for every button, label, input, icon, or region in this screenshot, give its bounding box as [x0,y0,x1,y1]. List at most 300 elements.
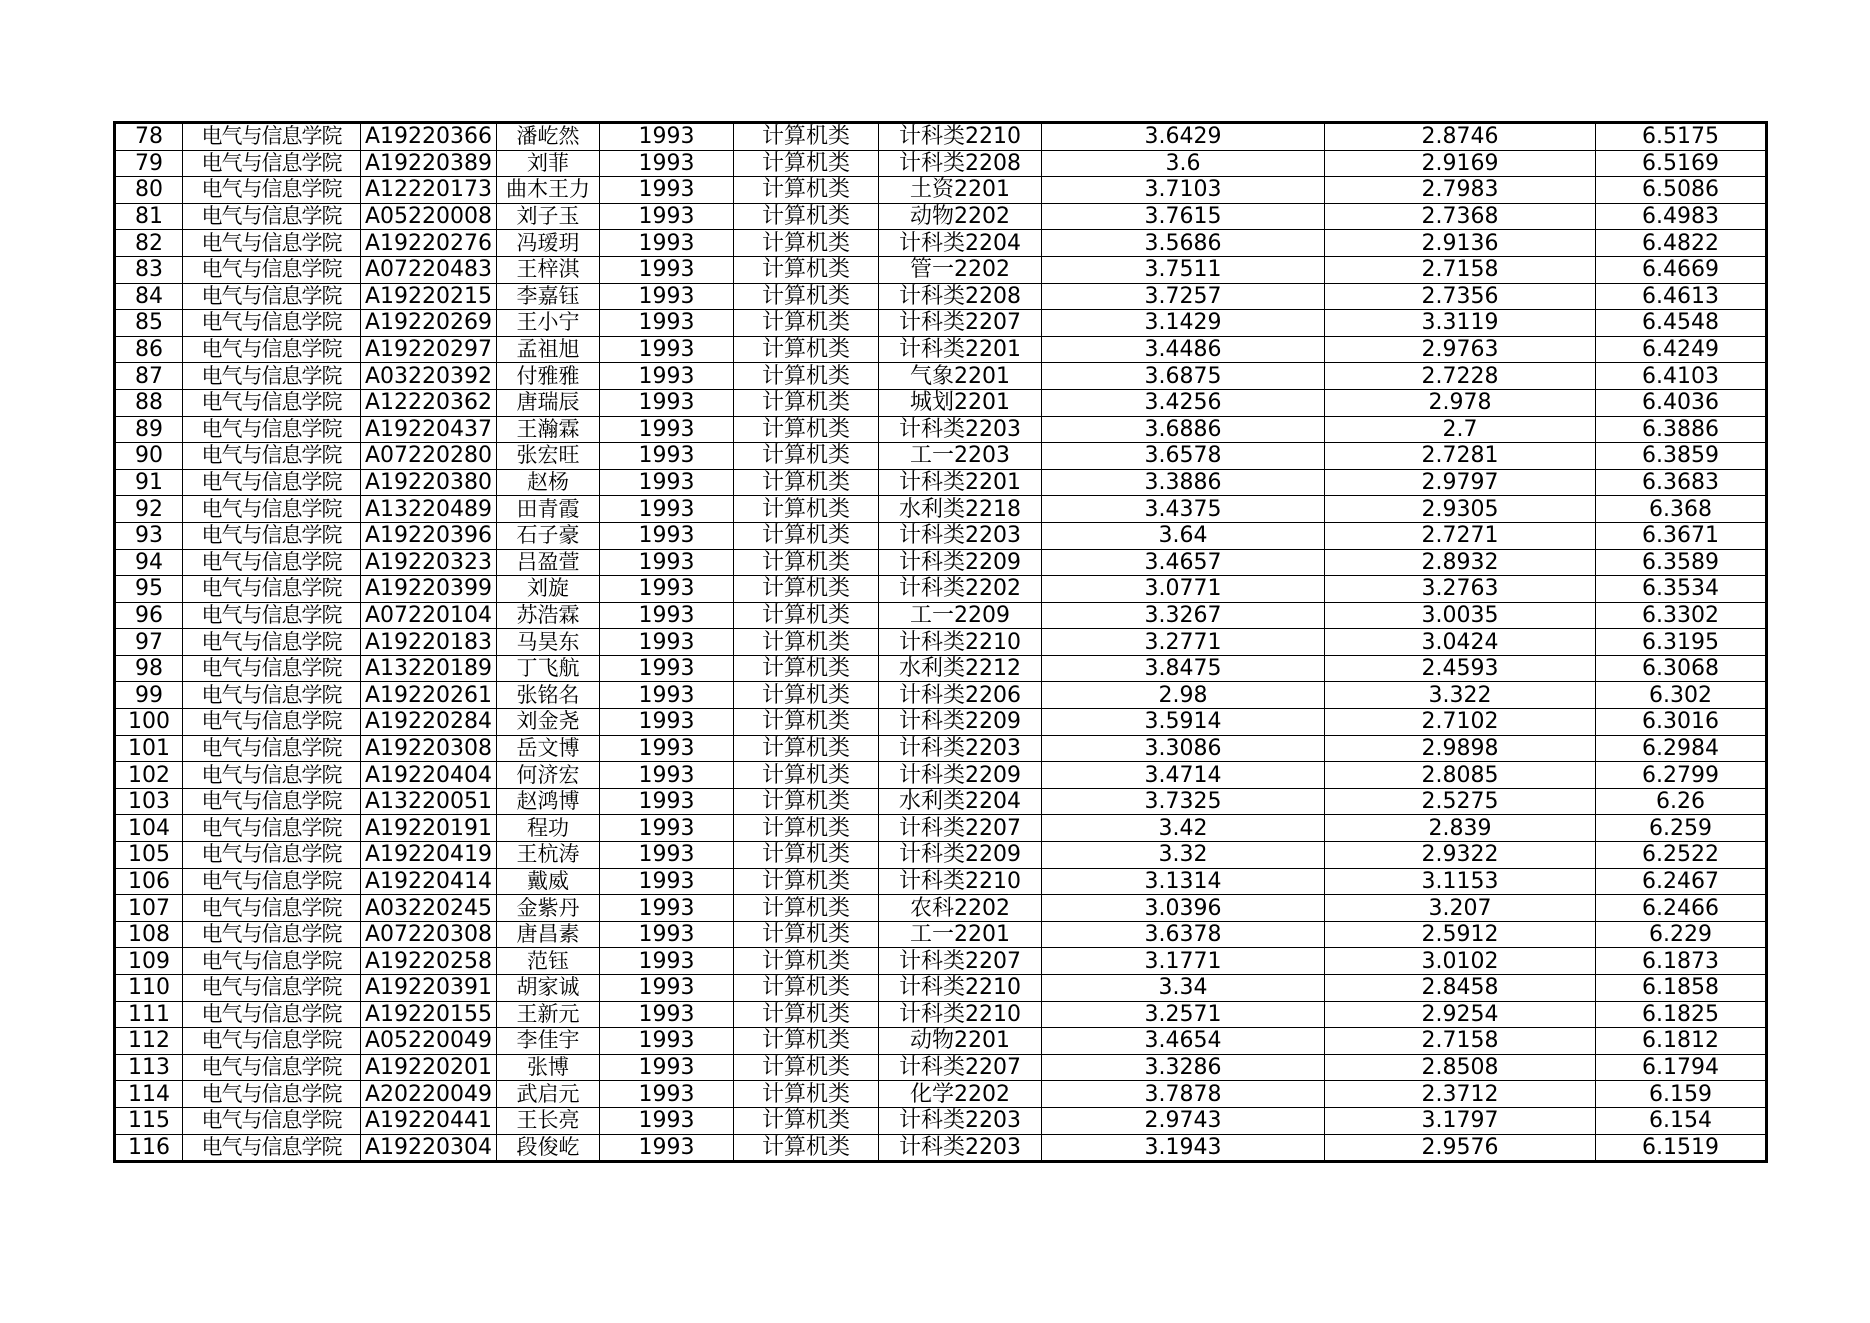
student-id-cell: A19220323 [361,549,497,576]
total-score-cell: 6.3671 [1596,522,1767,549]
score-b-cell: 2.9797 [1325,469,1596,496]
score-b-cell: 2.9576 [1325,1134,1596,1162]
table-row [115,1134,1767,1162]
school-cell: 电气与信息学院 [183,522,361,549]
category-cell: 计算机类 [734,416,879,443]
total-score-cell: 6.5175 [1596,123,1767,151]
class-cell: 计科类2201 [879,336,1042,363]
name-cell: 唐瑞辰 [497,389,600,416]
rank-cell: 97 [115,629,183,656]
code-cell: 1993 [600,496,734,523]
total-score-cell: 6.1825 [1596,1001,1767,1028]
name-cell: 刘金尧 [497,709,600,736]
class-cell: 计科类2207 [879,815,1042,842]
score-a-cell: 3.2571 [1042,1001,1325,1028]
score-a-cell: 3.7103 [1042,177,1325,204]
category-cell: 计算机类 [734,443,879,470]
table-row [115,336,1767,363]
score-b-cell: 2.978 [1325,389,1596,416]
student-id-cell: A13220189 [361,655,497,682]
class-cell: 气象2201 [879,363,1042,390]
score-a-cell: 3.6875 [1042,363,1325,390]
total-score-cell: 6.154 [1596,1107,1767,1134]
score-a-cell: 3.5686 [1042,230,1325,257]
score-b-cell: 3.1797 [1325,1107,1596,1134]
total-score-cell: 6.3683 [1596,469,1767,496]
score-b-cell: 3.0035 [1325,602,1596,629]
school-cell: 电气与信息学院 [183,602,361,629]
rank-cell: 99 [115,682,183,709]
class-cell: 计科类2207 [879,948,1042,975]
category-cell: 计算机类 [734,389,879,416]
class-cell: 计科类2209 [879,709,1042,736]
table-row [115,389,1767,416]
table-row [115,895,1767,922]
table-row [115,602,1767,629]
student-id-cell: A19220155 [361,1001,497,1028]
table-row [115,682,1767,709]
table-row [115,310,1767,337]
score-a-cell: 3.3086 [1042,735,1325,762]
name-cell: 何济宏 [497,762,600,789]
student-id-cell: A19220258 [361,948,497,975]
category-cell: 计算机类 [734,230,879,257]
score-b-cell: 2.8085 [1325,762,1596,789]
rank-cell: 93 [115,522,183,549]
code-cell: 1993 [600,842,734,869]
school-cell: 电气与信息学院 [183,416,361,443]
table-row [115,921,1767,948]
score-a-cell: 3.7615 [1042,203,1325,230]
student-id-cell: A19220304 [361,1134,497,1162]
name-cell: 付雅雅 [497,363,600,390]
category-cell: 计算机类 [734,1134,879,1162]
score-b-cell: 3.0102 [1325,948,1596,975]
score-b-cell: 2.4593 [1325,655,1596,682]
table-row [115,735,1767,762]
table-row [115,1028,1767,1055]
score-a-cell: 3.1771 [1042,948,1325,975]
school-cell: 电气与信息学院 [183,469,361,496]
student-id-cell: A19220441 [361,1107,497,1134]
name-cell: 王梓淇 [497,256,600,283]
score-a-cell: 3.4486 [1042,336,1325,363]
name-cell: 王长亮 [497,1107,600,1134]
total-score-cell: 6.2984 [1596,735,1767,762]
total-score-cell: 6.2799 [1596,762,1767,789]
rank-cell: 78 [115,123,183,151]
category-cell: 计算机类 [734,709,879,736]
score-b-cell: 2.5275 [1325,788,1596,815]
score-b-cell: 2.7158 [1325,256,1596,283]
total-score-cell: 6.3302 [1596,602,1767,629]
student-id-cell: A05220049 [361,1028,497,1055]
table-row [115,256,1767,283]
name-cell: 张铭名 [497,682,600,709]
name-cell: 范钰 [497,948,600,975]
class-cell: 计科类2204 [879,230,1042,257]
category-cell: 计算机类 [734,1054,879,1081]
rank-cell: 94 [115,549,183,576]
student-id-cell: A03220392 [361,363,497,390]
class-cell: 计科类2210 [879,123,1042,151]
student-id-cell: A19220284 [361,709,497,736]
total-score-cell: 6.4822 [1596,230,1767,257]
code-cell: 1993 [600,230,734,257]
rank-cell: 80 [115,177,183,204]
rank-cell: 106 [115,868,183,895]
school-cell: 电气与信息学院 [183,1054,361,1081]
table-row [115,283,1767,310]
category-cell: 计算机类 [734,735,879,762]
rank-cell: 116 [115,1134,183,1162]
class-cell: 水利类2218 [879,496,1042,523]
class-cell: 计科类2210 [879,975,1042,1002]
name-cell: 赵鸿博 [497,788,600,815]
total-score-cell: 6.4548 [1596,310,1767,337]
student-id-cell: A19220215 [361,283,497,310]
total-score-cell: 6.1812 [1596,1028,1767,1055]
rank-cell: 108 [115,921,183,948]
class-cell: 计科类2206 [879,682,1042,709]
school-cell: 电气与信息学院 [183,842,361,869]
student-id-cell: A12220362 [361,389,497,416]
school-cell: 电气与信息学院 [183,389,361,416]
table-row [115,709,1767,736]
category-cell: 计算机类 [734,256,879,283]
table-row [115,363,1767,390]
score-a-cell: 3.7325 [1042,788,1325,815]
school-cell: 电气与信息学院 [183,709,361,736]
score-b-cell: 2.9254 [1325,1001,1596,1028]
score-a-cell: 3.64 [1042,522,1325,549]
score-b-cell: 2.9898 [1325,735,1596,762]
code-cell: 1993 [600,735,734,762]
code-cell: 1993 [600,177,734,204]
class-cell: 水利类2212 [879,655,1042,682]
score-b-cell: 2.8458 [1325,975,1596,1002]
score-a-cell: 3.7878 [1042,1081,1325,1108]
code-cell: 1993 [600,629,734,656]
rank-cell: 100 [115,709,183,736]
school-cell: 电气与信息学院 [183,443,361,470]
school-cell: 电气与信息学院 [183,230,361,257]
table-row [115,123,1767,151]
class-cell: 计科类2209 [879,549,1042,576]
school-cell: 电气与信息学院 [183,576,361,603]
category-cell: 计算机类 [734,469,879,496]
score-a-cell: 3.6578 [1042,443,1325,470]
class-cell: 农科2202 [879,895,1042,922]
score-a-cell: 3.4657 [1042,549,1325,576]
category-cell: 计算机类 [734,682,879,709]
code-cell: 1993 [600,1107,734,1134]
rank-cell: 96 [115,602,183,629]
code-cell: 1993 [600,948,734,975]
score-a-cell: 3.42 [1042,815,1325,842]
school-cell: 电气与信息学院 [183,150,361,177]
class-cell: 计科类2203 [879,1134,1042,1162]
class-cell: 计科类2203 [879,735,1042,762]
table-row [115,469,1767,496]
category-cell: 计算机类 [734,1001,879,1028]
total-score-cell: 6.3068 [1596,655,1767,682]
score-a-cell: 2.9743 [1042,1107,1325,1134]
category-cell: 计算机类 [734,150,879,177]
name-cell: 苏浩霖 [497,602,600,629]
code-cell: 1993 [600,256,734,283]
table-row [115,177,1767,204]
total-score-cell: 6.3886 [1596,416,1767,443]
table-row [115,1001,1767,1028]
class-cell: 动物2202 [879,203,1042,230]
student-id-cell: A19220380 [361,469,497,496]
score-b-cell: 3.2763 [1325,576,1596,603]
table-row [115,443,1767,470]
rank-cell: 110 [115,975,183,1002]
category-cell: 计算机类 [734,921,879,948]
total-score-cell: 6.1519 [1596,1134,1767,1162]
school-cell: 电气与信息学院 [183,762,361,789]
class-cell: 计科类2209 [879,762,1042,789]
score-a-cell: 3.0771 [1042,576,1325,603]
code-cell: 1993 [600,203,734,230]
rank-cell: 92 [115,496,183,523]
table-row [115,549,1767,576]
student-id-cell: A03220245 [361,895,497,922]
class-cell: 计科类2203 [879,522,1042,549]
rank-cell: 82 [115,230,183,257]
code-cell: 1993 [600,655,734,682]
rank-cell: 113 [115,1054,183,1081]
total-score-cell: 6.368 [1596,496,1767,523]
total-score-cell: 6.26 [1596,788,1767,815]
category-cell: 计算机类 [734,948,879,975]
total-score-cell: 6.2466 [1596,895,1767,922]
total-score-cell: 6.3195 [1596,629,1767,656]
class-cell: 化学2202 [879,1081,1042,1108]
score-b-cell: 3.3119 [1325,310,1596,337]
score-b-cell: 2.7158 [1325,1028,1596,1055]
class-cell: 水利类2204 [879,788,1042,815]
category-cell: 计算机类 [734,975,879,1002]
total-score-cell: 6.1873 [1596,948,1767,975]
class-cell: 工一2203 [879,443,1042,470]
score-a-cell: 3.0396 [1042,895,1325,922]
name-cell: 王新元 [497,1001,600,1028]
rank-cell: 112 [115,1028,183,1055]
code-cell: 1993 [600,602,734,629]
school-cell: 电气与信息学院 [183,256,361,283]
score-b-cell: 2.839 [1325,815,1596,842]
rank-cell: 90 [115,443,183,470]
category-cell: 计算机类 [734,363,879,390]
rank-cell: 89 [115,416,183,443]
school-cell: 电气与信息学院 [183,682,361,709]
category-cell: 计算机类 [734,549,879,576]
category-cell: 计算机类 [734,1028,879,1055]
rank-cell: 101 [115,735,183,762]
category-cell: 计算机类 [734,203,879,230]
school-cell: 电气与信息学院 [183,336,361,363]
table-row [115,788,1767,815]
total-score-cell: 6.3589 [1596,549,1767,576]
total-score-cell: 6.1794 [1596,1054,1767,1081]
category-cell: 计算机类 [734,788,879,815]
class-cell: 计科类2208 [879,283,1042,310]
score-a-cell: 3.1314 [1042,868,1325,895]
class-cell: 计科类2203 [879,416,1042,443]
category-cell: 计算机类 [734,496,879,523]
total-score-cell: 6.229 [1596,921,1767,948]
score-a-cell: 3.8475 [1042,655,1325,682]
code-cell: 1993 [600,895,734,922]
category-cell: 计算机类 [734,522,879,549]
name-cell: 刘子玉 [497,203,600,230]
score-a-cell: 3.6 [1042,150,1325,177]
student-id-cell: A12220173 [361,177,497,204]
category-cell: 计算机类 [734,762,879,789]
student-id-cell: A19220396 [361,522,497,549]
total-score-cell: 6.4613 [1596,283,1767,310]
name-cell: 石子豪 [497,522,600,549]
school-cell: 电气与信息学院 [183,1028,361,1055]
score-a-cell: 3.3267 [1042,602,1325,629]
class-cell: 动物2201 [879,1028,1042,1055]
school-cell: 电气与信息学院 [183,975,361,1002]
score-a-cell: 2.98 [1042,682,1325,709]
code-cell: 1993 [600,975,734,1002]
rank-cell: 86 [115,336,183,363]
score-a-cell: 3.7257 [1042,283,1325,310]
category-cell: 计算机类 [734,1081,879,1108]
table-row [115,948,1767,975]
score-b-cell: 2.7983 [1325,177,1596,204]
category-cell: 计算机类 [734,310,879,337]
category-cell: 计算机类 [734,177,879,204]
name-cell: 刘菲 [497,150,600,177]
code-cell: 1993 [600,682,734,709]
code-cell: 1993 [600,150,734,177]
student-id-cell: A19220419 [361,842,497,869]
code-cell: 1993 [600,1054,734,1081]
score-a-cell: 3.3886 [1042,469,1325,496]
code-cell: 1993 [600,815,734,842]
school-cell: 电气与信息学院 [183,283,361,310]
score-b-cell: 2.7281 [1325,443,1596,470]
table-row [115,815,1767,842]
table-row [115,496,1767,523]
total-score-cell: 6.3859 [1596,443,1767,470]
category-cell: 计算机类 [734,283,879,310]
code-cell: 1993 [600,921,734,948]
name-cell: 岳文博 [497,735,600,762]
school-cell: 电气与信息学院 [183,1107,361,1134]
school-cell: 电气与信息学院 [183,788,361,815]
code-cell: 1993 [600,283,734,310]
student-id-cell: A07220483 [361,256,497,283]
code-cell: 1993 [600,549,734,576]
name-cell: 冯瑷玥 [497,230,600,257]
score-a-cell: 3.6378 [1042,921,1325,948]
score-a-cell: 3.3286 [1042,1054,1325,1081]
class-cell: 工一2209 [879,602,1042,629]
code-cell: 1993 [600,788,734,815]
code-cell: 1993 [600,709,734,736]
total-score-cell: 6.4103 [1596,363,1767,390]
student-id-cell: A19220366 [361,123,497,151]
code-cell: 1993 [600,389,734,416]
score-a-cell: 3.34 [1042,975,1325,1002]
student-id-cell: A19220276 [361,230,497,257]
code-cell: 1993 [600,416,734,443]
table-row [115,522,1767,549]
school-cell: 电气与信息学院 [183,310,361,337]
score-b-cell: 2.7356 [1325,283,1596,310]
score-a-cell: 3.4714 [1042,762,1325,789]
score-b-cell: 2.8508 [1325,1054,1596,1081]
score-a-cell: 3.7511 [1042,256,1325,283]
code-cell: 1993 [600,336,734,363]
student-id-cell: A19220414 [361,868,497,895]
rank-cell: 79 [115,150,183,177]
total-score-cell: 6.159 [1596,1081,1767,1108]
rank-cell: 103 [115,788,183,815]
class-cell: 计科类2210 [879,868,1042,895]
code-cell: 1993 [600,443,734,470]
rank-cell: 87 [115,363,183,390]
table-row [115,203,1767,230]
name-cell: 李佳宇 [497,1028,600,1055]
student-id-cell: A19220201 [361,1054,497,1081]
score-b-cell: 3.207 [1325,895,1596,922]
rank-cell: 84 [115,283,183,310]
table-row [115,230,1767,257]
school-cell: 电气与信息学院 [183,629,361,656]
rank-cell: 88 [115,389,183,416]
student-id-cell: A07220280 [361,443,497,470]
score-a-cell: 3.6429 [1042,123,1325,151]
total-score-cell: 6.259 [1596,815,1767,842]
class-cell: 计科类2202 [879,576,1042,603]
code-cell: 1993 [600,576,734,603]
name-cell: 张宏旺 [497,443,600,470]
table-row [115,629,1767,656]
school-cell: 电气与信息学院 [183,948,361,975]
code-cell: 1993 [600,123,734,151]
category-cell: 计算机类 [734,576,879,603]
name-cell: 马昊东 [497,629,600,656]
score-a-cell: 3.32 [1042,842,1325,869]
school-cell: 电气与信息学院 [183,815,361,842]
name-cell: 胡家诚 [497,975,600,1002]
student-id-cell: A07220104 [361,602,497,629]
student-id-cell: A19220404 [361,762,497,789]
total-score-cell: 6.5169 [1596,150,1767,177]
student-id-cell: A07220308 [361,921,497,948]
student-id-cell: A19220389 [361,150,497,177]
table-row [115,762,1767,789]
category-cell: 计算机类 [734,868,879,895]
student-id-cell: A20220049 [361,1081,497,1108]
score-b-cell: 2.8746 [1325,123,1596,151]
class-cell: 计科类2207 [879,310,1042,337]
name-cell: 唐昌素 [497,921,600,948]
rank-cell: 85 [115,310,183,337]
student-id-cell: A19220297 [361,336,497,363]
score-a-cell: 3.4654 [1042,1028,1325,1055]
class-cell: 计科类2203 [879,1107,1042,1134]
